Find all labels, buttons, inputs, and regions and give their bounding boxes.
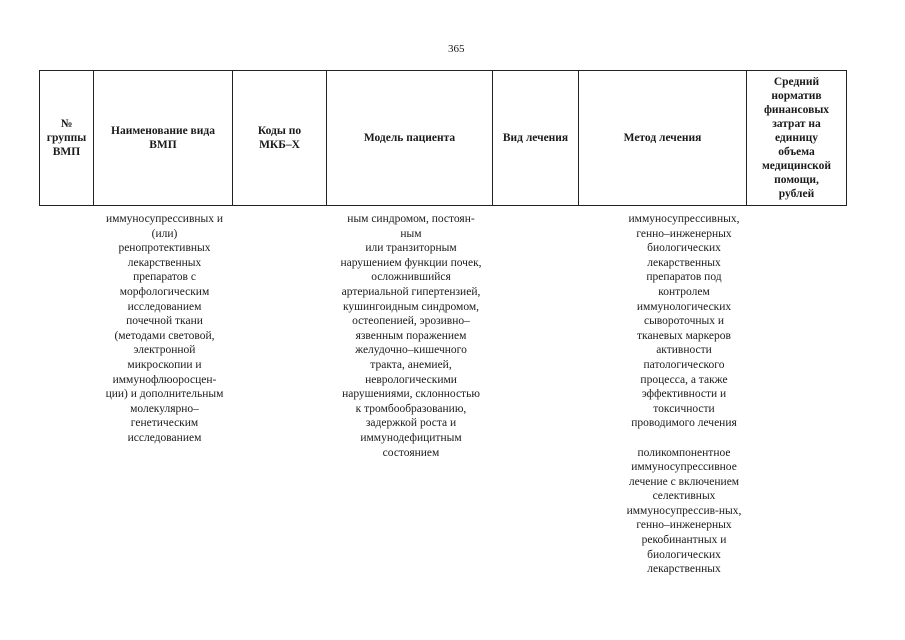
vmp-name-text: иммуносупрессивных и (или) ренопротективных лекарственных препаратов с морфологическим исследованием почечной ткани (методами световой, электронной микроскопии и иммунофлюоросцен- ции) и дополнительным молекулярно– генетическим исследованием [105, 213, 224, 444]
header-patient-model: Модель пациента [327, 71, 493, 206]
header-treatment-type: Вид лечения [493, 71, 579, 206]
header-icd-codes: Коды по МКБ–Х [233, 71, 327, 206]
header-group-number: № группы ВМП [40, 71, 94, 206]
patient-model-text: ным синдромом, постоян- ным или транзиторным нарушением функции почек, осложнившийся артериальной гипертензией, кушингоидным синдромом, остеопенией, эрозивно– язвенным поражением желудочно–кишечного тракта, анемией, неврологическими нарушениями, склонностью к тромбообразованию, задержкой роста и иммунодефицитным состоянием [340, 213, 482, 459]
header-vmp-name: Наименование вида ВМП [94, 71, 233, 206]
table-header [39, 70, 847, 206]
treatment-method-text: иммуносупрессивных, генно–инженерных биологических лекарственных препаратов под контролем иммунологических сывороточных и тканевых маркеров активности патологического процесса, а также эффективности и токсичности проводимого лечения поликомпонентное иммуносупрессивное лечение с включением селективных иммуносупрессив-ных, генно–инженерных рекобинантных и биологических лекарственных [626, 213, 742, 576]
header-treatment-method: Метод лечения [579, 71, 747, 206]
page-number: 365 [448, 43, 465, 55]
header-cost-norm: Средний норматив финансовых затрат на единицу объема медицинской помощи, рублей [747, 71, 847, 206]
